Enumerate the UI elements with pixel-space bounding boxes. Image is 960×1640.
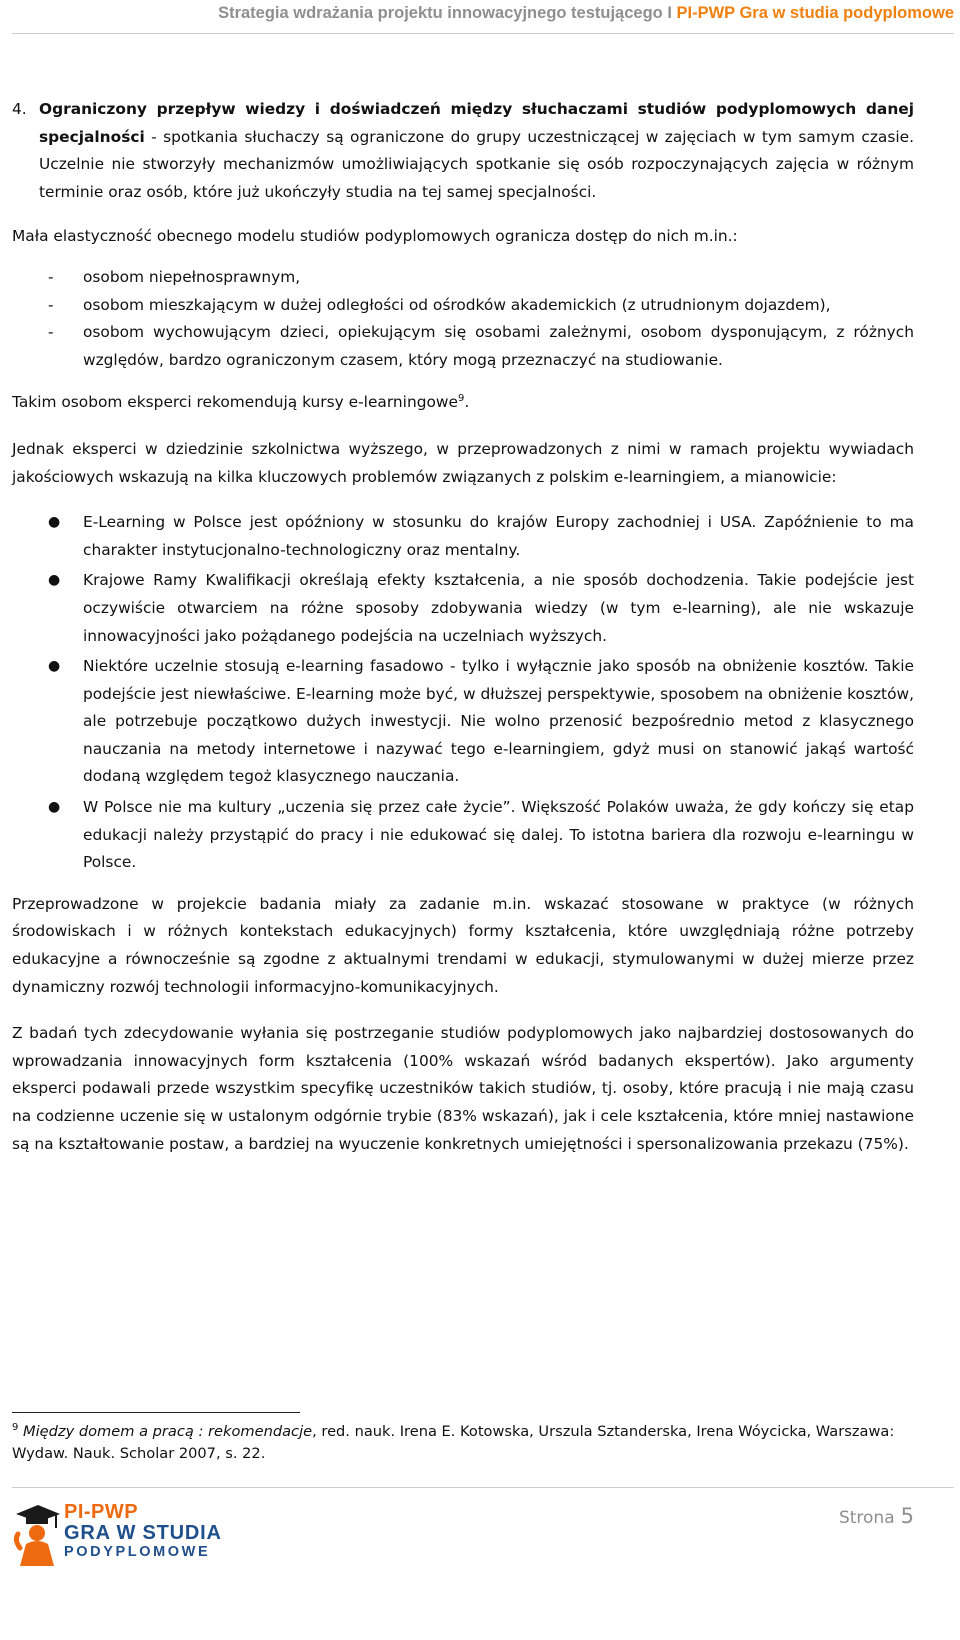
- page-number-value: 5: [900, 1504, 914, 1528]
- item-bold-heading: Ograniczony przepływ wiedzy i doświadczeń między słuchaczami studiów podyplomowych danej specjalności: [39, 100, 914, 146]
- bullet-icon: ●: [48, 572, 61, 589]
- bullet-list: [12, 509, 914, 877]
- header-project-name: PI-PWP Gra w studia podyplomowe: [676, 4, 954, 22]
- dash-list-item: - osobom wychowującym dzieci, opiekującym się osobami zależnymi, osobom dysponującym, z różnych względów, bardzo ograniczonym czasem, który mogą przeznaczyć na studiowanie.: [48, 323, 914, 369]
- footnote-title: Między domem a pracą : rekomendacje: [23, 1423, 313, 1440]
- running-header: [0, 4, 960, 23]
- graduate-figure-icon: [12, 1500, 62, 1566]
- page-label: Strona: [838, 1508, 895, 1528]
- item-text: - spotkania słuchaczy są ograniczone do grupy uczestniczącej w zajęciach w tym samym czasie. Uczelnie nie stworzyły mechanizmów umożliwiających spotkanie się osób rozpoczynających zajęcia w różnym terminie oraz osób, które już ukończyły studia na tej samej specjalności.: [39, 127, 914, 201]
- footnote: [12, 1421, 914, 1465]
- dash-list: [12, 264, 914, 374]
- logo-line-1: PI-PWP: [64, 1501, 139, 1523]
- footnote-reference: 9: [457, 393, 465, 405]
- research-paragraph: Przeprowadzone w projekcie badania miały za zadanie m.in. wskazać stosowane w praktyce (w różnych środowiskach i w różnych kontekstach edukacyjnych) formy kształcenia, które uwzględniają różne potrzeby edukacyjne a równocześnie są zgodne z aktualnymi trendami w edukacji, stymulowanymi w dużej mierze przez dynamiczny rozwój technologii informacyjno-komunikacyjnych.: [12, 894, 914, 996]
- bullet-list-item: ● W Polsce nie ma kultury „uczenia się przez całe życie”. Większość Polaków uważa, że gdy kończy się etap edukacji należy przystąpić do pracy i nie edukować się dalej. To istotna bariera dla rozwoju e-learningu w Polsce.: [12, 794, 914, 877]
- numbered-paragraph-4: [12, 96, 914, 206]
- logo-line-2: GRA W STUDIA: [64, 1522, 222, 1544]
- header-divider: [12, 33, 954, 34]
- footnote-divider: [12, 1412, 300, 1413]
- bullet-icon: ●: [48, 799, 61, 816]
- page-number: [839, 1504, 914, 1528]
- experts-paragraph: Jednak eksperci w dziedzinie szkolnictwa wyższego, w przeprowadzonych z nimi w ramach projektu wywiadach jakościowych wskazują na kilka kluczowych problemów związanych z polskim e-learningiem, a mianowicie:: [12, 439, 914, 486]
- intro-paragraph: Mała elastyczność obecnego modelu studiów podyplomowych ogranicza dostęp do nich m.in.:: [12, 227, 738, 246]
- bullet-list-item: ● Krajowe Ramy Kwalifikacji określają efekty kształcenia, a nie sposób dochodzenia. Takie podejście jest oczywiście otwarciem na różne sposoby zdobywania wiedzy (w tym e-learning), ale nie wskazuje innowacyjności jako pożądanego podejścia na uczelniach wyższych.: [12, 567, 914, 650]
- footnote-text: , red. nauk. Irena E. Kotowska, Urszula Sztanderska, Irena Wóycicka, Warszawa: Wydaw. Nauk. Scholar 2007, s. 22.: [12, 1423, 895, 1462]
- header-title: Strategia wdrażania projektu innowacyjnego testującego I: [218, 4, 677, 22]
- logo-line-3: PODYPLOMOWE: [64, 1544, 211, 1560]
- bullet-icon: ●: [48, 514, 61, 531]
- logo-text: [64, 1502, 222, 1560]
- footnote-number: 9: [12, 1422, 19, 1434]
- item-number: 4.: [12, 100, 27, 118]
- document-body: [12, 96, 914, 1158]
- dash-list-item: - osobom mieszkającym w dużej odległości od ośrodków akademickich (z utrudnionym dojazdem),: [48, 295, 831, 314]
- recommendation-paragraph: Takim osobom eksperci rekomendują kursy e-learningowe$^9$.: [12, 393, 470, 412]
- bullet-list-item: ● Niektóre uczelnie stosują e-learning fasadowo - tylko i wyłącznie jako sposób na obniżenie kosztów. Takie podejście jest niewłaściwe. E-learning może być, w dłuższej perspektywie, sposobem na obniżenie kosztów, ale potrzebuje początkowo dużych inwestycji. Nie wolno przenosić bezpośrednio metod z klasycznego nauczania na metody internetowe i nazywać tego e-learningiem, gdyż musi on stanowić jakąś wartość dodaną względem tegoż klasycznego nauczania.: [12, 653, 914, 791]
- dash-list-item: - osobom niepełnosprawnym,: [48, 267, 301, 286]
- bullet-list-item: ● E-Learning w Polsce jest opóźniony w stosunku do krajów Europy zachodniej i USA. Zapóźnienie to ma charakter instytucjonalno-technologiczny oraz mentalny.: [12, 509, 914, 564]
- conclusion-paragraph: Z badań tych zdecydowanie wyłania się postrzeganie studiów podyplomowych jako najbardziej dostosowanych do wprowadzania innowacyjnych form kształcenia (100% wskazań wśród badanych ekspertów). Jako argumenty eksperci podawali przede wszystkim specyfikę uczestników takich studiów, tj. osoby, które pracują i nie mają czasu na codzienne uczenie się w ustalonym odgórnie trybie (83% wskazań), jak i cele kształcenia, które mniej nastawione są na kształtowanie postaw, a bardziej na wyuczenie konkretnych umiejętności i spersonalizowania przekazu (75%).: [12, 1024, 914, 1153]
- bullet-icon: ●: [48, 658, 61, 675]
- footer-divider: [12, 1487, 954, 1488]
- project-logo: [12, 1500, 232, 1570]
